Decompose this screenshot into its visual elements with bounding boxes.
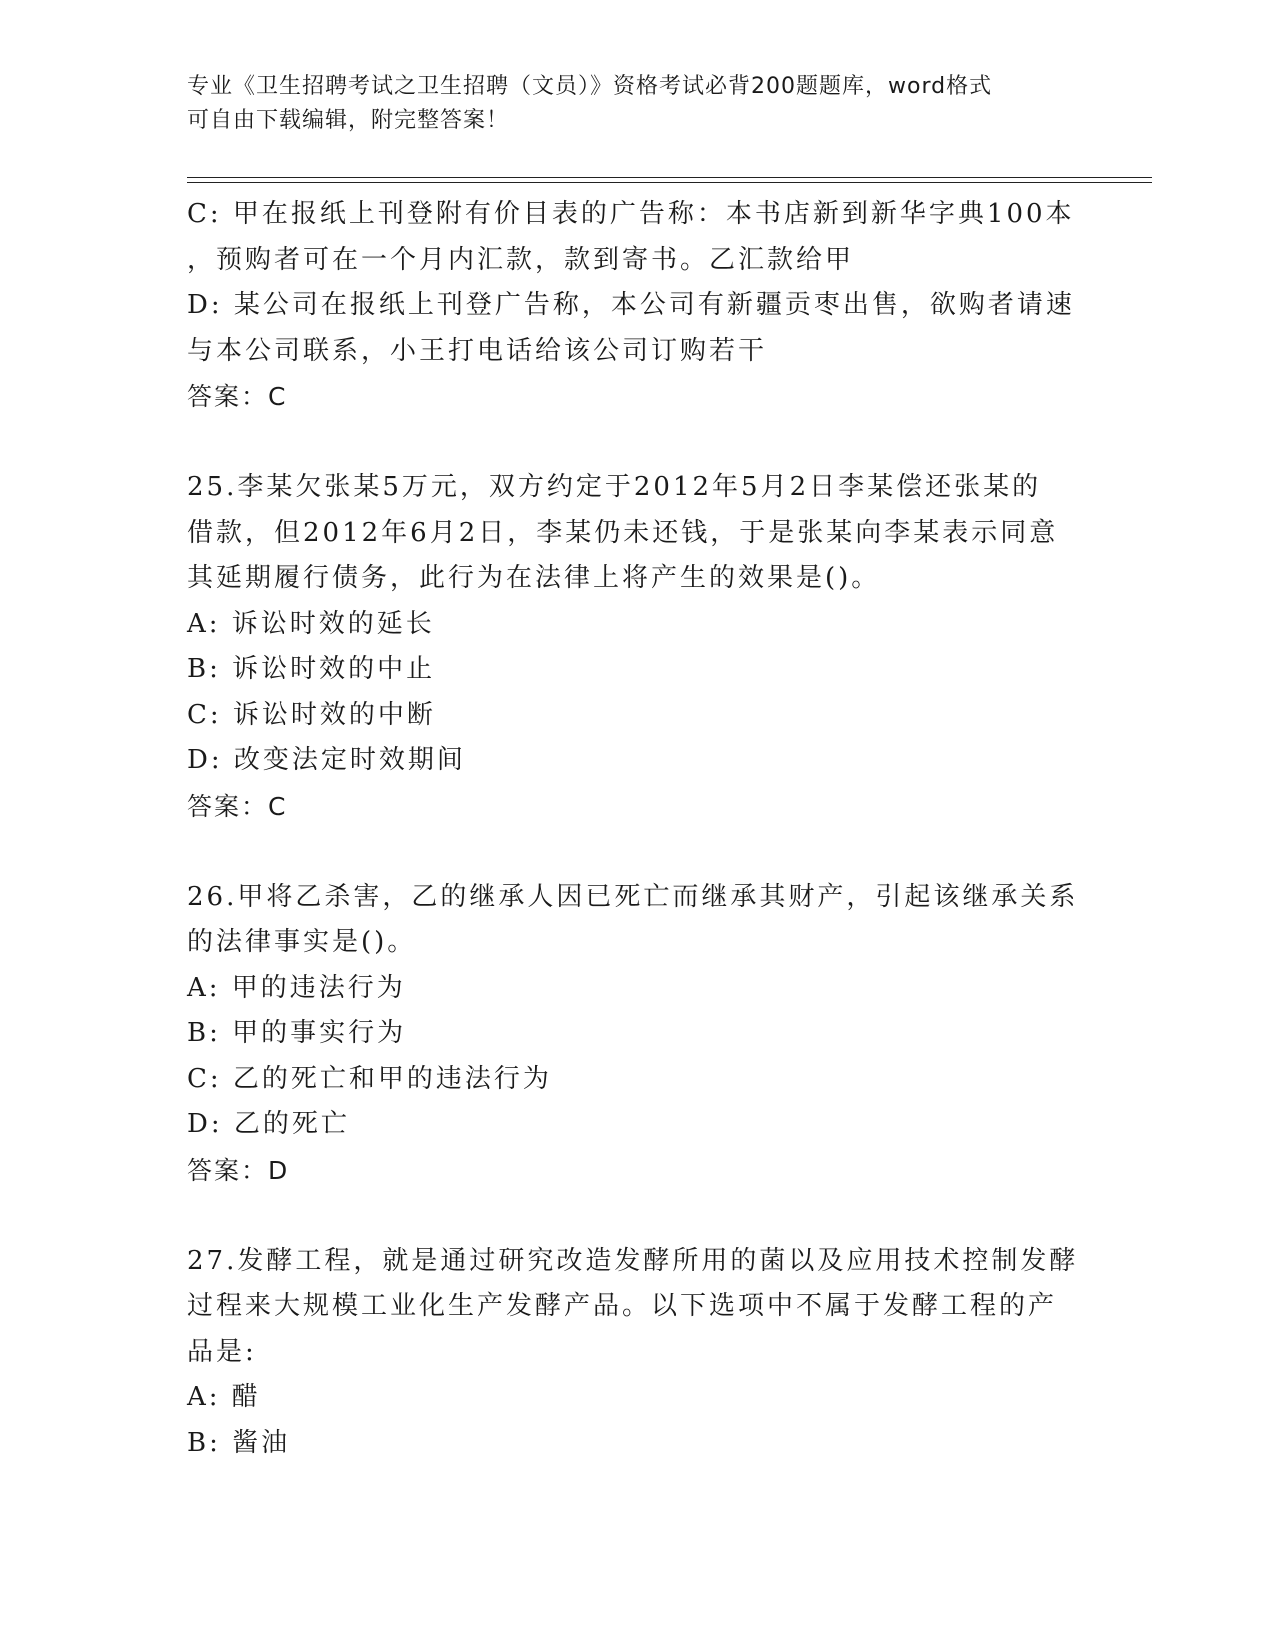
option-a: A: 醋 xyxy=(187,1382,261,1412)
question-stem-continued: 借款，但2012年6月2日，李某仍未还钱，于是张某向李某表示同意 xyxy=(187,517,1059,548)
spacer xyxy=(187,1193,1087,1239)
question-stem-continued: 过程来大规模工业化生产发酵产品。以下选项中不属于发酵工程的产 xyxy=(187,1291,1058,1321)
document-header xyxy=(187,70,1067,138)
question-stem: 27.发酵工程，就是通过研究改造发酵所用的菌以及应用技术控制发酵 xyxy=(187,1245,1079,1276)
question-27 xyxy=(187,1239,1087,1467)
question-stem-continued: 的法律事实是()。 xyxy=(187,927,417,957)
question-24-tail xyxy=(187,192,1087,420)
option-b: B: 酱油 xyxy=(187,1427,291,1458)
option-c: C: 乙的死亡和甲的违法行为 xyxy=(187,1063,552,1094)
option-d-continued: 与本公司联系，小王打电话给该公司订购若干 xyxy=(187,335,768,366)
header-rule-top xyxy=(187,177,1152,178)
question-stem: 26.甲将乙杀害，乙的继承人因已死亡而继承其财产，引起该继承关系 xyxy=(187,881,1079,912)
header-rule-bottom xyxy=(187,182,1152,183)
option-b: B: 甲的事实行为 xyxy=(187,1018,407,1048)
option-a: A: 诉讼时效的延长 xyxy=(187,608,435,639)
question-list xyxy=(187,192,1087,1466)
option-c: C: 甲在报纸上刊登附有价目表的广告称：本书店新到新华字典100本 xyxy=(187,199,1075,229)
header-line-1: 专业《卫生招聘考试之卫生招聘（文员）》资格考试必背200题题库，word格式 xyxy=(187,74,993,99)
answer-line: 答案：C xyxy=(187,791,288,821)
question-stem: 25.李某欠张某5万元，双方约定于2012年5月2日李某偿还张某的 xyxy=(187,472,1042,502)
spacer xyxy=(187,420,1087,466)
option-a: A: 甲的违法行为 xyxy=(187,972,406,1003)
question-stem-continued: 品是: xyxy=(187,1336,257,1367)
option-b: B: 诉讼时效的中止 xyxy=(187,654,436,684)
option-c-continued: ，预购者可在一个月内汇款，款到寄书。乙汇款给甲 xyxy=(187,244,855,275)
question-stem-continued: 其延期履行债务，此行为在法律上将产生的效果是()。 xyxy=(187,563,881,593)
option-d: D: 乙的死亡 xyxy=(187,1109,350,1139)
spacer xyxy=(187,829,1087,875)
option-d: D: 某公司在报纸上刊登广告称，本公司有新疆贡枣出售，欲购者请速 xyxy=(187,290,1075,320)
option-c: C: 诉讼时效的中断 xyxy=(187,699,436,730)
question-26 xyxy=(187,875,1087,1194)
question-25 xyxy=(187,465,1087,829)
option-d: D: 改变法定时效期间 xyxy=(187,745,466,775)
answer-line: 答案：D xyxy=(187,1155,290,1185)
header-line-2: 可自由下载编辑，附完整答案！ xyxy=(187,108,510,133)
answer-line: 答案：C xyxy=(187,382,288,411)
